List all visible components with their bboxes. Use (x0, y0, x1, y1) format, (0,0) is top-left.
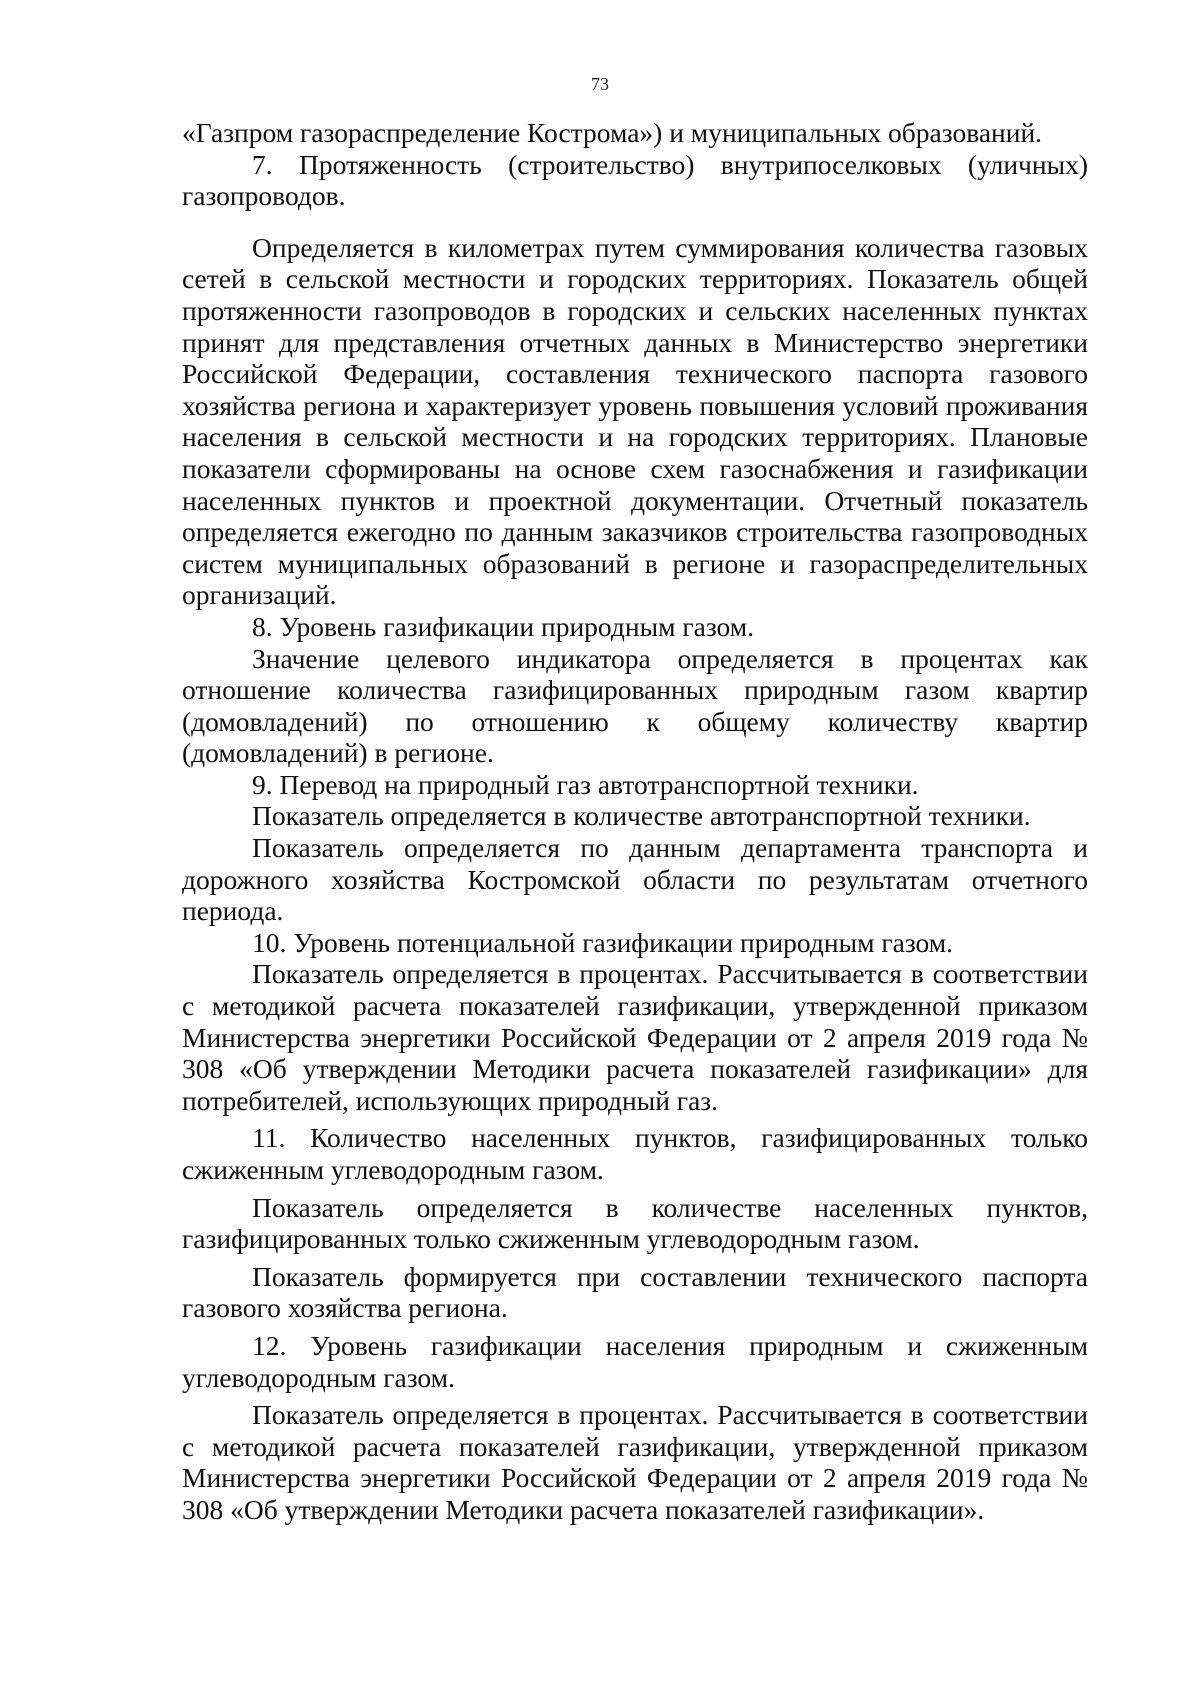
paragraph-heading: 11. Количество населенных пунктов, газифицированных только сжиженным углеводородным газом. (182, 1122, 1088, 1185)
paragraph: Показатель определяется в количестве автотранспортной техники. (252, 800, 1031, 832)
paragraph: Показатель определяется в процентах. Рассчитывается в соответствии с методикой расчета показателей газификации, утвержденной приказом Министерства энергетики Российской Федерации от 2 апреля 2019 года № 308 «Об утверждении Методики расчета показателей газификации». (182, 1399, 1088, 1525)
paragraph: Показатель определяется в количестве населенных пунктов, газифицированных только сжиженным углеводородным газом. (182, 1191, 1088, 1255)
paragraph: «Газпром газораспределение Кострома») и муниципальных образований. (182, 117, 1043, 148)
paragraph: Показатель определяется по данным департамента транспорта и дорожного хозяйства Костромской области по результатам отчетного периода. (182, 832, 1088, 927)
paragraph-heading: 12. Уровень газификации населения природным и сжиженным углеводородным газом. (182, 1329, 1088, 1393)
paragraph-heading: 8. Уровень газификации природным газом. (252, 610, 755, 642)
paragraph: Определяется в километрах путем суммирования количества газовых сетей в сельской местности и городских территориях. Показатель общей протяженности газопроводов в городских и сельских населенных пунктах принят для представления отчетных данных в Министерство энергетики Российской Федерации, составления технического паспорта газового хозяйства региона и характеризует уровень повышения условий проживания населения в сельской местности и на городских территориях. Плановые показатели сформированы на основе схем газоснабжения и газификации населенных пунктов и проектной документации. Отчетный показатель определяется ежегодно по данным заказчиков строительства газопроводных систем муниципальных образований в регионе и газораспределительных организаций. (182, 231, 1088, 611)
document-body (182, 117, 1088, 1526)
paragraph-heading: 9. Перевод на природный газ автотранспортной техники. (252, 768, 919, 800)
paragraph: Показатель формируется при составлении технического паспорта газового хозяйства региона. (182, 1260, 1088, 1324)
page-number: 73 (591, 74, 609, 94)
paragraph: Значение целевого индикатора определяется в процентах как отношение количества газифицированных природным газом квартир (домовладений) по отношению к общему количеству квартир (домовладений) в регионе. (182, 642, 1088, 769)
paragraph-heading: 10. Уровень потенциальной газификации природным газом. (252, 926, 954, 958)
paragraph: Показатель определяется в процентах. Рассчитывается в соответствии с методикой расчета показателей газификации, утвержденной приказом Министерства энергетики Российской Федерации от 2 апреля 2019 года № 308 «Об утверждении Методики расчета показателей газификации» для потребителей, использующих природный газ. (182, 958, 1088, 1116)
paragraph-heading: 7. Протяженность (строительство) внутрипоселковых (уличных) газопроводов. (182, 148, 1088, 212)
